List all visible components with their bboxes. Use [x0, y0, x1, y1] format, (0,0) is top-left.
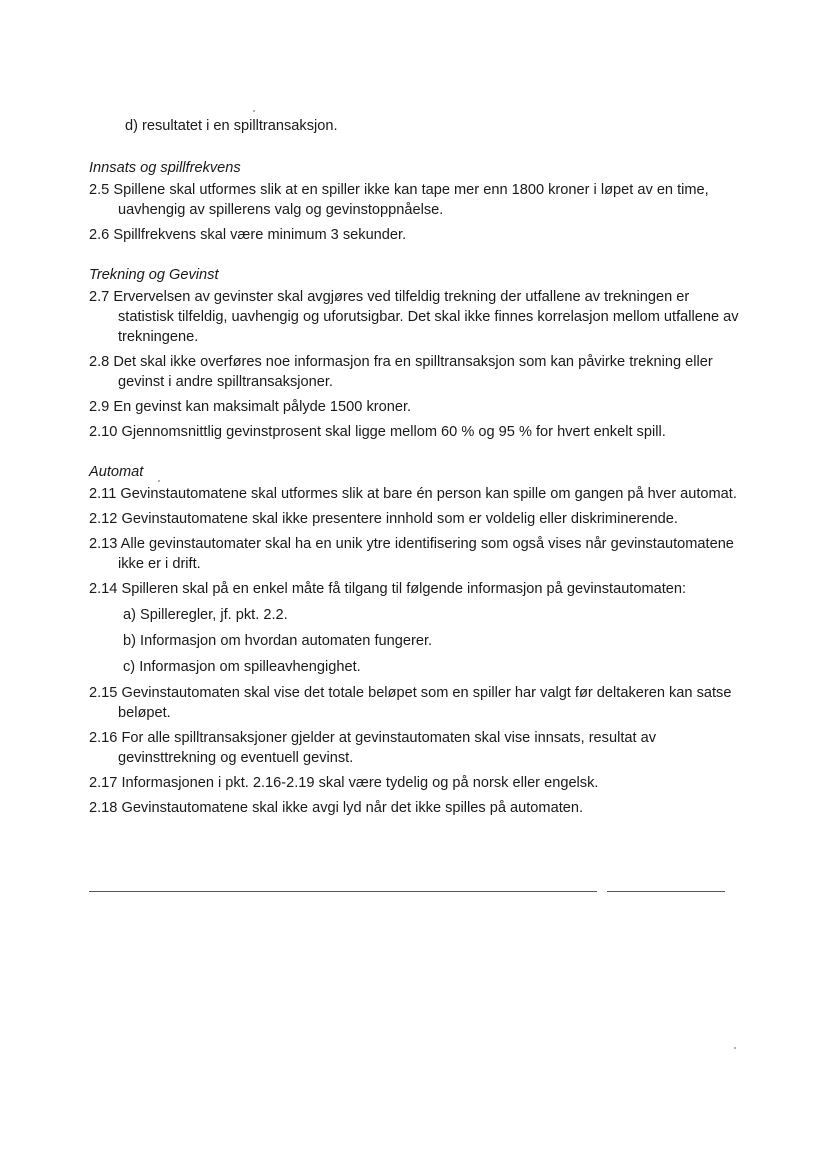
item-number: 2.8 — [89, 354, 114, 370]
list-item — [89, 728, 739, 768]
item-number: 2.13 — [89, 536, 121, 552]
section-heading: Automat — [89, 464, 144, 480]
list-item — [89, 683, 739, 723]
item-number: 2.11 — [89, 486, 121, 502]
list-item — [89, 397, 739, 417]
list-item — [89, 534, 739, 574]
item-text: Det skal ikke overføres noe informasjon fra en spilltransaksjon som kan påvirke trekning eller gevinst i andre spilltransaksjoner. — [113, 354, 713, 390]
list-item — [89, 798, 739, 818]
section-automat — [89, 462, 739, 818]
sub-list-2-14 — [123, 605, 739, 677]
item-text: Spillene skal utformes slik at en spiller ikke kan tape mer enn 1800 kroner i løpet av en time, uavhengig av spillerens valg og gevinstoppnåelse. — [113, 182, 709, 218]
item-number: 2.9 — [89, 399, 114, 415]
item-number: 2.15 — [89, 685, 122, 701]
sub-list-item: a) Spilleregler, jf. pkt. 2.2. — [123, 607, 288, 623]
scan-speck — [253, 110, 255, 112]
list-item — [89, 352, 739, 392]
sub-list-item: c) Informasjon om spilleavhengighet. — [123, 659, 361, 675]
item-text: En gevinst kan maksimalt pålyde 1500 kroner. — [113, 399, 412, 415]
item-text: Ervervelsen av gevinster skal avgjøres ved tilfeldig trekning der utfallene av trekningen er statistisk tilfeldig, uavhengig og uforutsigbar. Det skal ikke finnes korrelasjon mellom utfallene av trekningene. — [113, 289, 739, 345]
list-item — [89, 287, 739, 347]
scan-speck — [734, 1047, 736, 1049]
footer-rule-right — [607, 891, 725, 892]
item-text: Gevinstautomatene skal ikke avgi lyd når det ikke spilles på automaten. — [121, 800, 584, 816]
list-item — [89, 579, 739, 599]
item-text: Alle gevinstautomater skal ha en unik ytre identifisering som også vises når gevinstautomatene ikke er i drift. — [118, 536, 734, 572]
item-text: Informasjonen i pkt. 2.16-2.19 skal være tydelig og på norsk eller engelsk. — [121, 775, 599, 791]
section-heading: Innsats og spillfrekvens — [89, 160, 241, 176]
item-number: 2.17 — [89, 775, 122, 791]
item-number: 2.5 — [89, 182, 114, 198]
list-item — [89, 484, 739, 504]
section-trekning — [89, 265, 739, 442]
item-number: 2.10 — [89, 424, 122, 440]
sub-list-item: b) Informasjon om hvordan automaten fungerer. — [123, 633, 433, 649]
item-text: Spilleren skal på en enkel måte få tilgang til følgende informasjon på gevinstautomaten: — [121, 581, 687, 597]
item-number: 2.12 — [89, 511, 122, 527]
document-content — [89, 116, 739, 836]
scan-speck — [158, 480, 160, 482]
list-item — [89, 509, 739, 529]
section-innsats — [89, 158, 739, 245]
list-item — [89, 422, 739, 442]
list-item — [89, 773, 739, 793]
section-heading: Trekning og Gevinst — [89, 267, 219, 283]
list-item — [89, 180, 739, 220]
list-item — [89, 225, 739, 245]
item-text: Gevinstautomatene skal ikke presentere innhold som er voldelig eller diskriminerende. — [121, 511, 678, 527]
item-text: For alle spilltransaksjoner gjelder at gevinstautomaten skal vise innsats, resultat av gevinsttrekning og eventuell gevinst. — [118, 730, 657, 766]
item-text: Gevinstautomatene skal utformes slik at bare én person kan spille om gangen på hver automat. — [120, 486, 737, 502]
item-text: Gevinstautomaten skal vise det totale beløpet som en spiller har valgt før deltakeren kan satse beløpet. — [118, 685, 732, 721]
item-number: 2.7 — [89, 289, 114, 305]
item-number: 2.6 — [89, 227, 114, 243]
list-item-d-result: d) resultatet i en spilltransaksjon. — [125, 118, 338, 134]
footer-rule-left — [89, 891, 597, 892]
item-number: 2.16 — [89, 730, 122, 746]
item-number: 2.14 — [89, 581, 122, 597]
item-text: Spillfrekvens skal være minimum 3 sekunder. — [113, 227, 407, 243]
item-number: 2.18 — [89, 800, 122, 816]
item-text: Gjennomsnittlig gevinstprosent skal ligge mellom 60 % og 95 % for hvert enkelt spill. — [121, 424, 666, 440]
